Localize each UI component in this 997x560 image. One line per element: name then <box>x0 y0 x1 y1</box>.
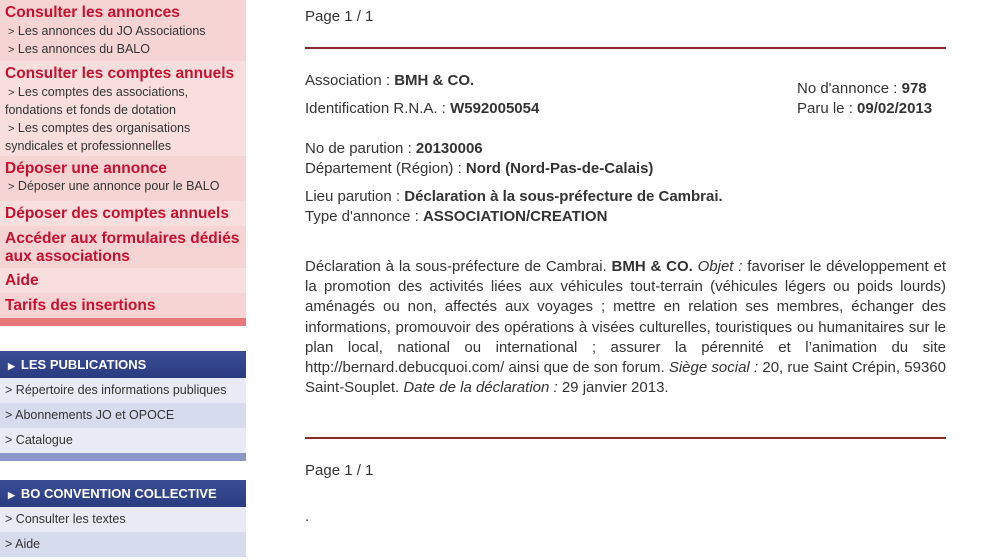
chevron-right-icon: > <box>5 433 13 447</box>
nav-sublink-comptes-associations[interactable]: > Les comptes des associations, fondations et fonds de dotation <box>5 85 189 117</box>
nav-sublink-jo-associations[interactable]: > Les annonces du JO Associations <box>8 24 206 38</box>
paru-line: Paru le : 09/02/2013 <box>797 100 933 117</box>
publications-item-catalogue[interactable]: > Catalogue <box>0 428 246 453</box>
nav-section-formulaires <box>0 226 246 268</box>
nav-link-tarifs[interactable]: Tarifs des insertions <box>5 297 156 314</box>
chevron-right-icon: > <box>8 26 15 38</box>
chevron-right-icon: > <box>5 512 13 526</box>
rna-value: W592005054 <box>450 100 540 117</box>
annonce-content <box>305 0 946 560</box>
parution-line: No de parution : 20130006 <box>305 140 483 157</box>
nav-link-deposer-comptes[interactable]: Déposer des comptes annuels <box>5 205 229 222</box>
triangle-right-icon: ▶ <box>8 490 15 500</box>
nav-sublink-comptes-organisations[interactable]: > Les comptes des organisations syndicales et professionnelles <box>5 121 191 153</box>
nav-link-formulaires[interactable]: Accéder aux formulaires dédiés aux associations <box>5 230 240 265</box>
annonce-number: 978 <box>901 80 927 97</box>
chevron-right-icon: > <box>5 408 13 422</box>
chevron-right-icon: > <box>8 44 15 56</box>
page-indicator-top: Page 1 / 1 <box>305 8 374 25</box>
nav-section-deposer-comptes <box>0 201 246 226</box>
type-value: ASSOCIATION/CREATION <box>422 208 608 225</box>
annonce-body: Déclaration à la sous-préfecture de Cambrai. BMH & CO. Objet : favoriser le développement et la promotion des activités liées aux véhicules tout-terrain (véhicules légers ou poids lourds) aménagés ou non, affectés aux voyages ; mettre en relation ses membres, échanger des informations, promouvoir des opérations à visées culturelles, touristiques ou humanitaires sur le plan local, national ou international ; assurer la pérennité et l’animation du site http://bernard.debucquoi.com/ ainsi que de son forum. Siège social : 20, rue Saint Crépin, 59360 Saint-Souplet. Date de la déclaration : 29 janvier 2013. <box>305 258 946 397</box>
divider <box>305 437 946 439</box>
chevron-right-icon: > <box>8 87 15 99</box>
divider <box>0 453 246 461</box>
nav-link-comptes-annuels[interactable]: Consulter les comptes annuels <box>5 65 235 82</box>
bo-convention-header: ▶ BO CONVENTION COLLECTIVE <box>0 480 246 507</box>
rna-line: Identification R.N.A. : W592005054 <box>305 100 540 117</box>
footer-dot: . <box>305 508 310 525</box>
sidebar <box>0 0 246 560</box>
departement-line: Département (Région) : Nord (Nord-Pas-de-Calais) <box>305 160 654 177</box>
publications-item-abonnements[interactable]: > Abonnements JO et OPOCE <box>0 403 246 428</box>
nav-section-aide <box>0 268 246 293</box>
association-line: Association : BMH & CO. <box>305 72 475 89</box>
nav-section-tarifs <box>0 293 246 318</box>
lieu-value: Déclaration à la sous-préfecture de Cambrai. <box>404 188 723 205</box>
departement-value: Nord (Nord-Pas-de-Calais) <box>465 160 654 177</box>
triangle-right-icon: ▶ <box>8 361 15 371</box>
nav-sublink-deposer-balo[interactable]: > Déposer une annonce pour le BALO <box>8 179 220 193</box>
nav-section-deposer-annonce <box>0 156 246 201</box>
lieu-line: Lieu parution : Déclaration à la sous-préfecture de Cambrai. <box>305 188 723 205</box>
publications-item-repertoire[interactable]: > Répertoire des informations publiques <box>0 378 246 403</box>
chevron-right-icon: > <box>8 181 15 193</box>
divider <box>305 47 946 49</box>
nav-sublink-balo[interactable]: > Les annonces du BALO <box>8 42 150 56</box>
chevron-right-icon: > <box>8 123 15 135</box>
nav-link-consulter-annonces[interactable]: Consulter les annonces <box>5 4 180 21</box>
nav-section-comptes-annuels <box>0 61 246 156</box>
association-name: BMH & CO. <box>394 72 475 89</box>
publications-header: ▶ LES PUBLICATIONS <box>0 351 246 378</box>
annonce-number-line: No d'annonce : 978 <box>797 80 927 97</box>
type-line: Type d'annonce : ASSOCIATION/CREATION <box>305 208 608 225</box>
page-indicator-bottom: Page 1 / 1 <box>305 462 374 479</box>
parution-number: 20130006 <box>415 140 483 157</box>
chevron-right-icon: > <box>5 383 13 397</box>
paru-date: 09/02/2013 <box>857 100 933 117</box>
bo-item-consulter-textes[interactable]: > Consulter les textes <box>0 507 246 532</box>
divider <box>0 318 246 326</box>
chevron-right-icon: > <box>5 537 13 551</box>
bo-item-aide[interactable]: > Aide <box>0 532 246 557</box>
nav-section-consulter-annonces <box>0 0 246 61</box>
nav-link-aide[interactable]: Aide <box>5 272 39 289</box>
nav-link-deposer-annonce[interactable]: Déposer une annonce <box>5 160 167 177</box>
